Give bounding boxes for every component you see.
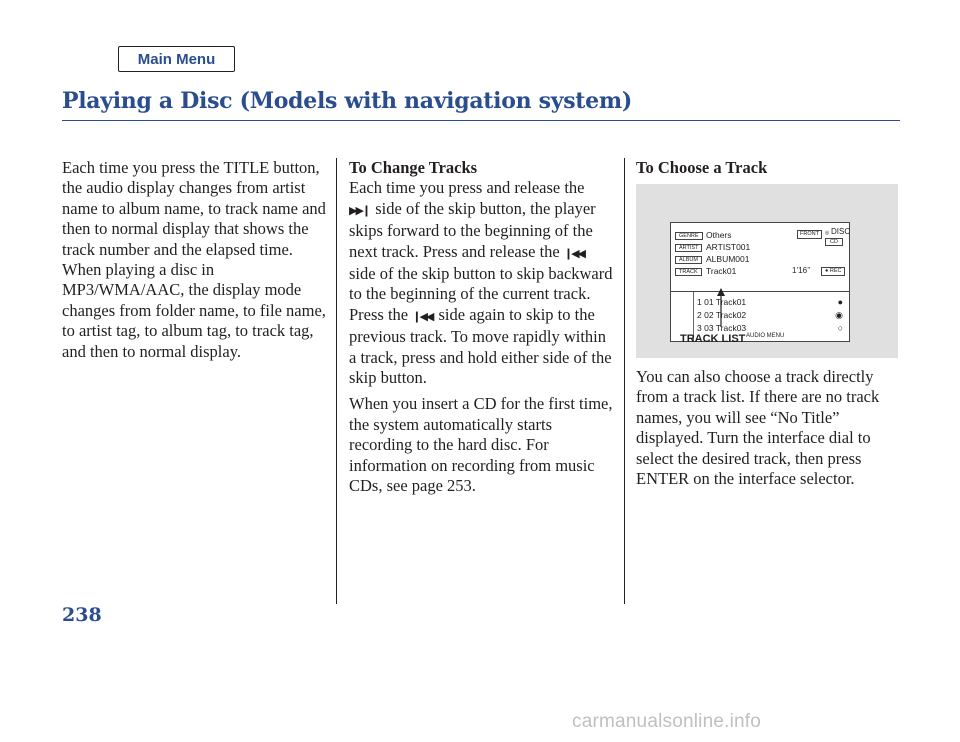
list-item-label: 02 Track02 [704,310,747,320]
track-list-callout: TRACK LIST [680,333,746,345]
rec-text: REC [829,268,842,274]
list-item-number: 1 [697,297,702,307]
list-item-label: 03 Track03 [704,323,747,333]
not-recorded-icon: ○ [837,323,843,333]
page-number: 238 [62,604,102,626]
change-tracks-text-1: Each time you press and release the [349,178,585,198]
change-tracks-text-2: side of the skip button, the player skips forward to the beginning of the next track. Press and release the [349,198,596,261]
change-tracks-text-3: side of the skip button to skip backward to the beginning of the current track. Press the [349,264,613,324]
choose-track-paragraph: You can also choose a track directly from a track list. If there are no track names, you will see “No Title” displayed. Turn the interface dial to select the desired track, then press ENTER on the interface selector. [636,367,880,489]
column-2 [349,158,615,503]
list-item-number: 3 [697,323,702,333]
album-value: ALBUM001 [706,254,750,264]
cd-label: CD [825,238,843,246]
choose-track-heading: To Choose a Track [636,158,768,177]
album-tag: ALBUM [675,256,702,264]
column-divider [624,158,625,604]
page-title: Playing a Disc (Models with navigation system) [62,88,632,114]
column-3-body [636,367,902,495]
rec-icon: ● [825,268,829,274]
track-list-figure [636,184,898,358]
column-divider [336,158,337,604]
title-rule [62,120,900,121]
watermark: carmanualsonline.info [572,711,762,732]
recorded-icon: ● [837,297,843,307]
change-tracks-paragraph [349,178,615,388]
change-tracks-text-4: side again to skip to the previous track. To move rapidly within a track, press and hold either side of the skip button. [349,304,612,388]
disc-icon: ◎ [824,230,830,236]
skip-forward-icon: ▶▶❙ [349,203,370,217]
change-tracks-heading: To Change Tracks [349,158,478,177]
column-3 [636,158,902,178]
disc-label: DISC [831,227,851,236]
list-item-number: 2 [697,310,702,320]
front-label: FRONT [797,230,822,239]
audio-menu-label: AUDIO MENU [746,333,785,339]
skip-back-icon: ❙◀◀ [412,309,433,323]
artist-value: ARTIST001 [706,242,751,252]
column-1 [62,158,330,368]
recording-icon: ◉ [835,310,843,320]
elapsed-time: 1’16’’ [792,266,811,275]
track-value: Track01 [706,266,737,276]
title-button-paragraph: Each time you press the TITLE button, the audio display changes from artist name to album name, to track name and then to normal display that shows the track number and the elapsed time. When playing a disc in MP3/WMA/AAC, the display mode changes from folder name, to file name, to artist tag, to album tag, to track tag, and then to normal display. [62,158,326,361]
list-item-label: 01 Track01 [704,297,747,307]
artist-tag: ARTIST [675,244,702,252]
skip-back-icon: ❙◀◀ [563,246,585,260]
genre-tag: GENRE [675,232,703,240]
genre-value: Others [706,230,732,240]
track-tag: TRACK [675,268,702,276]
insert-cd-paragraph: When you insert a CD for the first time, the system automatically starts recording to the hard disc. For information on recording from music CDs, see page 253. [349,394,613,496]
main-menu-button[interactable]: Main Menu [118,46,235,72]
callout-arrow [636,184,898,358]
